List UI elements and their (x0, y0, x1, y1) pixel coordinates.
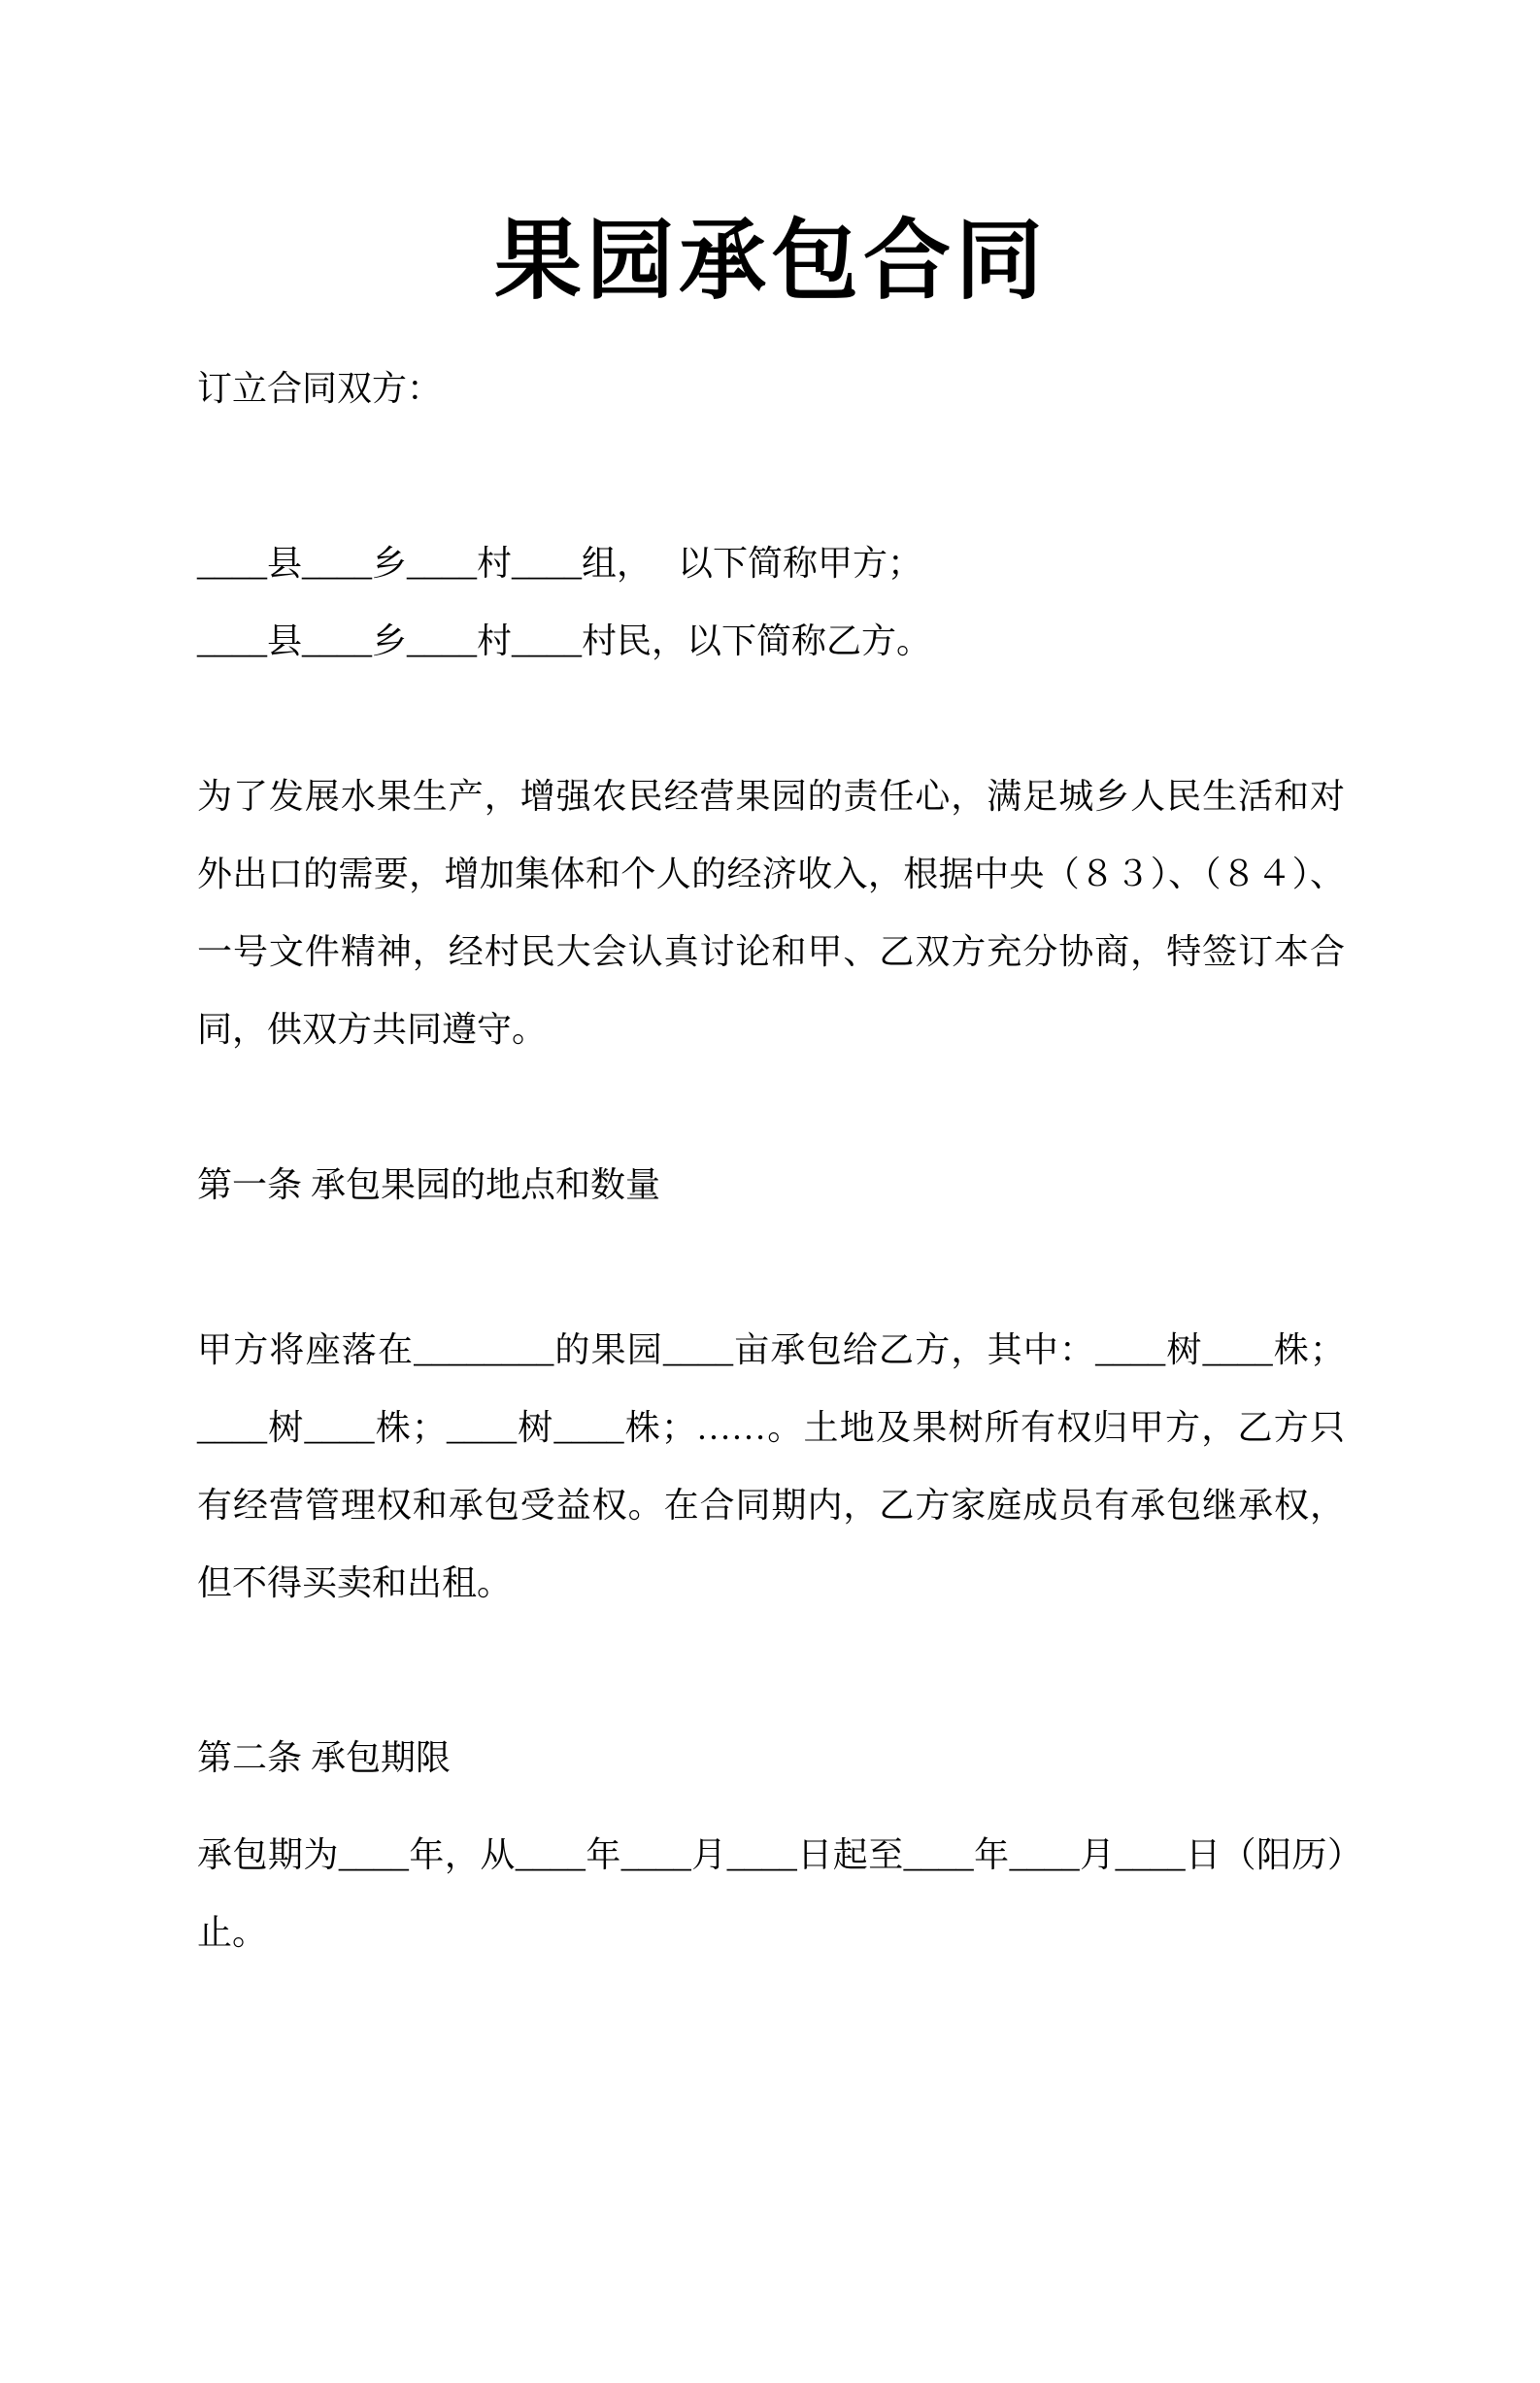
intro-line: 订立合同双方： (197, 369, 443, 408)
article-1-heading: 第一条 承包果园的地点和数量 (197, 1165, 661, 1204)
contract-document-page (0, 204, 1540, 2383)
party-a-line: ____县____乡____村____组， 以下简称甲方； (197, 544, 923, 583)
party-b-line: ____县____乡____村____村民，以下简称乙方。 (197, 621, 932, 660)
article-2-heading: 第二条 承包期限 (197, 1738, 452, 1777)
article-1-body: 甲方将座落在________的果园____亩承包给乙方，其中：____树____株；____树____株；____树____株；……。土地及果树所有权归甲方，乙方只有经营管理权和承包受益权。在合同期内，乙方家庭成员有承包继承权，但不得买卖和出租。 (197, 1330, 1345, 1602)
preamble-paragraph: 为了发展水果生产，增强农民经营果园的责任心，满足城乡人民生活和对外出口的需要，增加集体和个人的经济收入，根据中央（８３）、（８４）、一号文件精神，经村民大会认真讨论和甲、乙双方充分协商，特签订本合同，供双方共同遵守。 (197, 777, 1345, 1049)
document-title: 果园承包合同 (494, 214, 1048, 310)
article-2-body: 承包期为____年，从____年____月____日起至____年____月____日（阳历）止。 (197, 1835, 1345, 1952)
